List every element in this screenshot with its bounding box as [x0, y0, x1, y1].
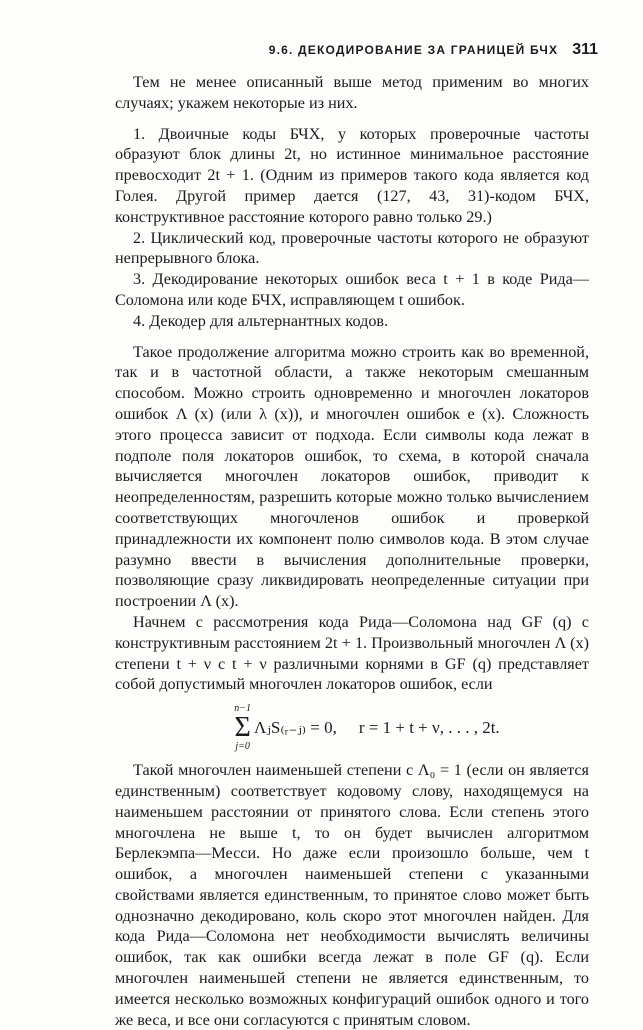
page-header [112, 41, 598, 59]
list-item-4: 4. Декодер для альтернантных кодов. [133, 311, 389, 330]
equation-summand: ΛⱼS₍ᵣ₋ⱼ₎ = 0, [254, 717, 337, 737]
page-body [115, 72, 589, 1030]
sum-lower-limit: j=0 [235, 741, 250, 753]
equation-range: r = 1 + t + ν, . . . , 2t. [358, 717, 500, 737]
equation [145, 698, 589, 758]
paragraph-conclusion: Такой многочлен наименьшей степени с Λ₀ = 1 (если он является единственным) соответствует кодовому слову, находящемуся на наименьшем расстоянии от принятого слова. Если степень этого многочлена не выше t, то он будет вычислен алгоритмом Берлекэмпа—Месси. Но даже если произошло больше, чем t ошибок, а многочлен наименьшей степени с указанными свойствами является единственным, то принятое слово может быть однозначно декодировано, коль скоро этот многочлен найден. Для кода Рида—Соломона нет необходимости вычислять величины ошибок, так как ошибки всегда лежат в поле GF (q). Если многочлен наименьшей степени не является единственным, то имеется несколько возможных конфигураций ошибок одного и того же веса, и все они согласуются с принятым словом. [115, 761, 589, 1029]
list-item-1: 1. Двоичные коды БЧХ, у которых проверочные частоты образуют блок длины 2t, но истинное минимальное расстояние превосходит 2t + 1. (Одним из примеров такого кода является код Голея. Другой пример дается (127, 43, 31)-кодом БЧХ, конструктивное расстояние которого равно только 29.) [115, 124, 589, 226]
sum-upper-limit: n−1 [234, 703, 252, 715]
summation [234, 704, 251, 752]
list-item-2: 2. Циклический код, проверочные частоты которого не образуют непрерывного блока. [115, 228, 589, 268]
running-head: 9.6. ДЕКОДИРОВАНИЕ ЗА ГРАНИЦЕЙ БЧХ [268, 43, 559, 57]
paragraph-continuation: Такое продолжение алгоритма можно строить как во временной, так и в частотной области, а также некоторым смешанным способом. Можно строить одновременно и многочлен локаторов ошибок Λ (x) (или λ (x)), и многочлен ошибок e (x). Сложность этого процесса зависит от подхода. Если символы кода лежат в подполе поля локаторов ошибок, то схема, в которой сначала вычисляется многочлен локаторов ошибок, приводит к неопределенностям, разрешить которые можно только вычислением соответствующих многочленов ошибок и проверкой принадлежности их компонент полю символов кода. В этом случае разумно ввести в вычисления дополнительные проверки, позволяющие сразу ликвидировать неопределенные ситуации при построении Λ (x). [115, 342, 589, 611]
page-number: 311 [572, 41, 598, 58]
paragraph-reed-solomon: Начнем с рассмотрения кода Рида—Соломона над GF (q) с конструктивным расстоянием 2t + 1. Произвольный многочлен Λ (x) степени t + ν с t + ν различными корнями в GF (q) представляет собой допустимый многочлен локаторов ошибок, если [115, 612, 589, 694]
paragraph-intro: Тем не менее описанный выше метод применим во многих случаях; укажем некоторые из них. [115, 73, 589, 112]
list-item-3: 3. Декодирование некоторых ошибок веса t + 1 в коде Рида—Соломона или коде БЧХ, исправляющем t ошибок. [115, 270, 589, 309]
sum-symbol: Σ [234, 712, 251, 744]
